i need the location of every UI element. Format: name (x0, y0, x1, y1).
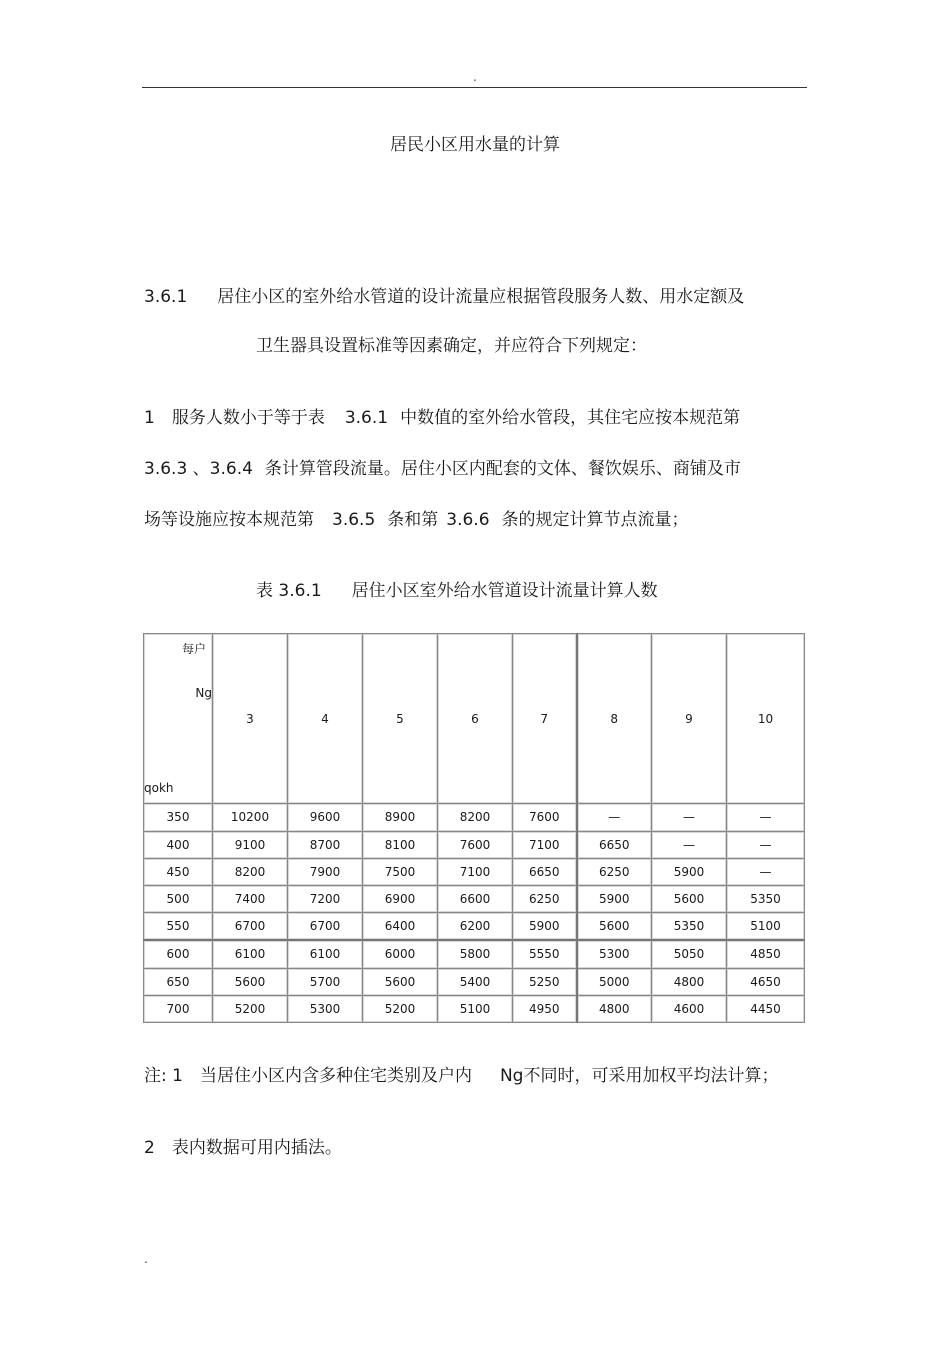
table-cell: 5100 (438, 995, 513, 1022)
table-caption (256, 576, 658, 601)
table-cell: 5100 (727, 913, 805, 941)
clause-line-1 (144, 282, 744, 307)
column-header: 8 (577, 634, 652, 804)
table-cell: 7100 (513, 831, 577, 858)
table-cell: 9600 (288, 804, 363, 831)
table-cell: 4800 (577, 995, 652, 1022)
row-header-qokh: 600 (144, 940, 213, 968)
table-row (144, 804, 805, 831)
row-header-qokh: 400 (144, 831, 213, 858)
table-cell: 6100 (213, 940, 288, 968)
table-cell: 6250 (577, 858, 652, 885)
note-1-text-b: Ng不同时，可采用加权平均法计算； (499, 1066, 779, 1086)
table-cell: 7600 (438, 831, 513, 858)
table-cell: 5550 (513, 940, 577, 968)
table-cell: 5800 (438, 940, 513, 968)
table-cell: 5400 (438, 968, 513, 995)
table-row (144, 995, 805, 1022)
table-cell: 6600 (438, 885, 513, 912)
table-cell: 10200 (213, 804, 288, 831)
table-cell: 7900 (288, 858, 363, 885)
table-cell: 6250 (513, 885, 577, 912)
corner-label-ng: Ng (195, 686, 212, 700)
table-cell: 4650 (727, 968, 805, 995)
table-cell: 6700 (213, 913, 288, 941)
table-cell: 5350 (652, 913, 727, 941)
row-header-qokh: 650 (144, 968, 213, 995)
table-cell: 4800 (652, 968, 727, 995)
table-cell: 5300 (577, 940, 652, 968)
table-cell: 5600 (213, 968, 288, 995)
note-2: 2 表内数据可用内插法。 (144, 1138, 342, 1158)
table-cell: 5600 (652, 885, 727, 912)
column-header: 10 (727, 634, 805, 804)
table-cell: 8900 (363, 804, 438, 831)
column-header: 3 (213, 634, 288, 804)
table-row (144, 913, 805, 941)
clause-text-1: 居住小区的室外给水管道的设计流量应根据管段服务人数、用水定额及 (217, 287, 745, 307)
item1-ref-c: 3.6.5 (332, 510, 376, 530)
table-row (144, 968, 805, 995)
table-cell: 6100 (288, 940, 363, 968)
table-cell: 6200 (438, 913, 513, 941)
table-cell: 5700 (288, 968, 363, 995)
table-row (144, 858, 805, 885)
table-corner-cell (144, 634, 213, 804)
note-1 (144, 1061, 778, 1086)
table-cell: 7600 (513, 804, 577, 831)
table-cell: — (652, 804, 727, 831)
column-header: 7 (513, 634, 577, 804)
table-cell: 6400 (363, 913, 438, 941)
row-header-qokh: 450 (144, 858, 213, 885)
table-cell: 5350 (727, 885, 805, 912)
table-cell: 5250 (513, 968, 577, 995)
column-header: 4 (288, 634, 363, 804)
table-cell: 6900 (363, 885, 438, 912)
table-cell: — (727, 858, 805, 885)
table-cell: 6650 (513, 858, 577, 885)
item1-ref-a: 3.6.1 (344, 408, 389, 428)
table-cell: 8200 (213, 858, 288, 885)
table-cell: 5200 (363, 995, 438, 1022)
table-cell: 7200 (288, 885, 363, 912)
table-cell: 8700 (288, 831, 363, 858)
table-cell: — (652, 831, 727, 858)
table-header-row (144, 634, 805, 804)
table-cell: 6650 (577, 831, 652, 858)
corner-label-qokh: qokh (144, 781, 174, 796)
table-cell: 5600 (577, 913, 652, 941)
table-cell: 5000 (577, 968, 652, 995)
table-caption-label: 表 3.6.1 (256, 581, 322, 601)
table-cell: 5050 (652, 940, 727, 968)
table-cell: 8100 (363, 831, 438, 858)
table-cell: 5900 (513, 913, 577, 941)
note-1-text-a: 注: 1 当居住小区内含多种住宅类别及户内 (144, 1066, 472, 1086)
row-header-qokh: 500 (144, 885, 213, 912)
clause-line-2: 卫生器具设置标准等因素确定，并应符合下列规定： (256, 336, 647, 356)
table-cell: 5200 (213, 995, 288, 1022)
header-rule (142, 87, 807, 88)
table-cell: 4450 (727, 995, 805, 1022)
item1-ref-d: 3.6.6 (446, 510, 490, 530)
clause-number: 3.6.1 (144, 287, 188, 307)
item1-line-1 (144, 403, 740, 428)
table-row (144, 885, 805, 912)
table-cell: 6700 (288, 913, 363, 941)
item1-text-c: 条计算管段流量。居住小区内配套的文体、餐饮娱乐、商铺及市 (264, 459, 741, 479)
item1-text-d: 场等设施应按本规范第 (144, 510, 314, 530)
header-mark: . (473, 70, 477, 84)
column-header: 6 (438, 634, 513, 804)
table-cell: 4600 (652, 995, 727, 1022)
table-cell: 9100 (213, 831, 288, 858)
table-cell: 4850 (727, 940, 805, 968)
column-header: 9 (652, 634, 727, 804)
table-cell: 5900 (577, 885, 652, 912)
table-caption-text: 居住小区室外给水管道设计流量计算人数 (351, 581, 658, 601)
row-header-qokh: 700 (144, 995, 213, 1022)
row-header-qokh: 350 (144, 804, 213, 831)
item1-text-b: 中数值的室外给水管段，其住宅应按本规范第 (400, 408, 741, 428)
footer-mark: . (144, 1252, 148, 1266)
table-cell: 5600 (363, 968, 438, 995)
item1-text-e: 条和第 (387, 510, 439, 530)
table-cell: — (727, 831, 805, 858)
item1-line-2 (144, 454, 741, 479)
column-header: 5 (363, 634, 438, 804)
table-row (144, 940, 805, 968)
table-row (144, 831, 805, 858)
table-cell: 4950 (513, 995, 577, 1022)
table-cell: — (577, 804, 652, 831)
item1-text-f: 条的规定计算节点流量； (501, 510, 689, 530)
item1-text-a: 1 服务人数小于等于表 (144, 408, 325, 428)
table-cell: 6000 (363, 940, 438, 968)
corner-label-top: 每户 (181, 642, 206, 656)
flow-population-table (143, 633, 805, 1023)
table-cell: 7100 (438, 858, 513, 885)
page-title: 居民小区用水量的计算 (390, 135, 560, 155)
table-cell: — (727, 804, 805, 831)
item1-line-3 (144, 505, 689, 530)
row-header-qokh: 550 (144, 913, 213, 941)
table-cell: 8200 (438, 804, 513, 831)
table-cell: 7400 (213, 885, 288, 912)
table-cell: 5300 (288, 995, 363, 1022)
table-cell: 5900 (652, 858, 727, 885)
table-cell: 7500 (363, 858, 438, 885)
item1-ref-b: 3.6.3 、3.6.4 (144, 459, 253, 479)
